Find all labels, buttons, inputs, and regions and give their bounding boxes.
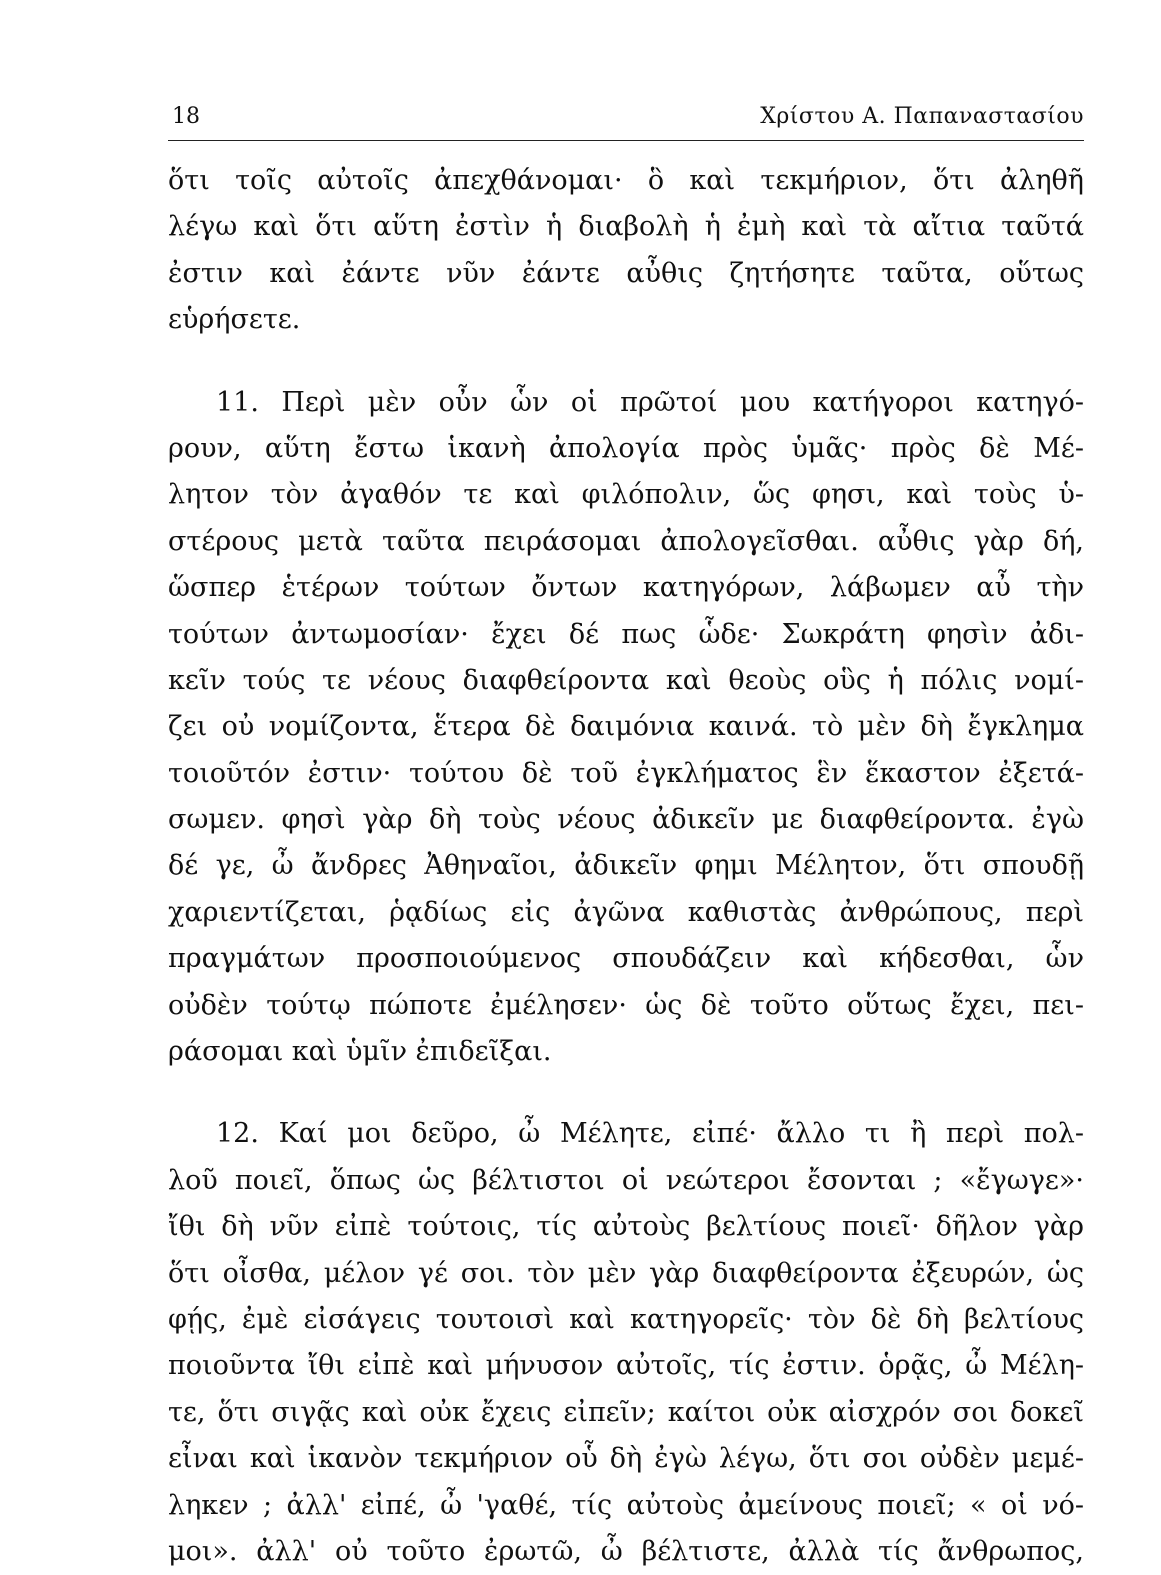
text-line: εὑρήσετε. <box>168 304 301 336</box>
text-line: κεῖν τούς τε νέους διαφθείροντα καὶ θεοὺς οὓς ἡ πόλις νομί- <box>168 664 1084 696</box>
text-line: μοι». ἀλλ' οὐ τοῦτο ἐρωτῶ, ὦ βέλτιστε, ἀλλὰ τίς ἄνθρωπος, <box>168 1535 1084 1567</box>
text-line: σωμεν. φησὶ γὰρ δὴ τοὺς νέους ἀδικεῖν με διαφθείροντα. ἐγὼ <box>168 804 1084 836</box>
paragraph-12 <box>168 1111 1084 1575</box>
text-line: ἐστιν καὶ ἐάντε νῦν ἐάντε αὖθις ζητήσητε ταῦτα, οὕτως <box>168 257 1084 289</box>
running-head: Χρίστου Α. Παπαναστασίου <box>760 104 1084 129</box>
text-line: οὐδὲν τούτῳ πώποτε ἐμέλησεν· ὡς δὲ τοῦτο οὕτως ἔχει, πει- <box>168 989 1084 1021</box>
paragraph-gap <box>168 344 1084 380</box>
text-line: λητον τὸν ἀγαθόν τε καὶ φιλόπολιν, ὥς φησι, καὶ τοὺς ὑ- <box>168 479 1084 511</box>
paragraph-11 <box>168 380 1084 1076</box>
text-line: 12. Καί μοι δεῦρο, ὦ Μέλητε, εἰπέ· ἄλλο τι ἢ περὶ πολ- <box>216 1118 1084 1150</box>
text-line: ρουν, αὕτη ἔστω ἱκανὴ ἀπολογία πρὸς ὑμᾶς· πρὸς δὲ Μέ- <box>168 432 1084 464</box>
text-line: ὅτι οἶσθα, μέλον γέ σοι. τὸν μὲν γὰρ διαφθείροντα ἐξευρών, ὡς <box>168 1257 1084 1289</box>
text-line: λέγω καὶ ὅτι αὕτη ἐστὶν ἡ διαβολὴ ἡ ἐμὴ καὶ τὰ αἴτια ταῦτά <box>168 211 1084 243</box>
text-line: ζει οὐ νομίζοντα, ἕτερα δὲ δαιμόνια καινά. τὸ μὲν δὴ ἔγκλημα <box>168 711 1084 743</box>
text-line: ράσομαι καὶ ὑμῖν ἐπιδεῖξαι. <box>168 1036 552 1068</box>
text-line: τε, ὅτι σιγᾷς καὶ οὐκ ἔχεις εἰπεῖν; καίτοι οὐκ αἰσχρόν σοι δοκεῖ <box>168 1396 1084 1428</box>
text-line: λοῦ ποιεῖ, ὅπως ὡς βέλτιστοι οἱ νεώτεροι ἔσονται ; «ἔγωγε»· <box>168 1164 1084 1196</box>
body-text <box>168 158 1084 1575</box>
text-line: ληκεν ; ἀλλ' εἰπέ, ὦ 'γαθέ, τίς αὐτοὺς ἀμείνους ποιεῖ; « οἱ νό- <box>168 1489 1084 1521</box>
text-line: ποιοῦντα ἴθι εἰπὲ καὶ μήνυσον αὐτοῖς, τίς ἐστιν. ὁρᾷς, ὦ Μέλη- <box>168 1350 1084 1382</box>
text-line: δέ γε, ὦ ἄνδρες Ἀθηναῖοι, ἀδικεῖν φημι Μέλητον, ὅτι σπουδῇ <box>168 850 1084 882</box>
text-line: ὥσπερ ἑτέρων τούτων ὄντων κατηγόρων, λάβωμεν αὖ τὴν <box>168 572 1084 604</box>
page-number: 18 <box>172 104 200 129</box>
text-line: ὅτι τοῖς αὐτοῖς ἀπεχθάνομαι· ὃ καὶ τεκμήριον, ὅτι ἀληθῆ <box>168 165 1084 196</box>
paragraph-gap <box>168 1075 1084 1111</box>
text-line: 11. Περὶ μὲν οὖν ὧν οἱ πρῶτοί μου κατήγοροι κατηγό- <box>216 386 1084 418</box>
text-line: εἶναι καὶ ἱκανὸν τεκμήριον οὗ δὴ ἐγὼ λέγω, ὅτι σοι οὐδὲν μεμέ- <box>168 1443 1084 1475</box>
text-line: χαριεντίζεται, ῥᾳδίως εἰς ἀγῶνα καθιστὰς ἀνθρώπους, περὶ <box>168 896 1084 928</box>
page-header <box>168 100 1084 141</box>
text-line: στέρους μετὰ ταῦτα πειράσομαι ἀπολογεῖσθαι. αὖθις γὰρ δή, <box>168 525 1084 557</box>
text-line: τούτων ἀντωμοσίαν· ἔχει δέ πως ὧδε· Σωκράτη φησὶν ἀδι- <box>168 618 1084 650</box>
text-line: ἴθι δὴ νῦν εἰπὲ τούτοις, τίς αὐτοὺς βελτίους ποιεῖ· δῆλον γὰρ <box>168 1211 1084 1243</box>
text-line: φῄς, ἐμὲ εἰσάγεις τουτοισὶ καὶ κατηγορεῖς· τὸν δὲ δὴ βελτίους <box>168 1303 1084 1335</box>
text-line: πραγμάτων προσποιούμενος σπουδάζειν καὶ κήδεσθαι, ὧν <box>168 943 1084 975</box>
text-line: τοιοῦτόν ἐστιν· τούτου δὲ τοῦ ἐγκλήματος ἓν ἕκαστον ἐξετά- <box>168 757 1084 789</box>
paragraph-intro <box>168 158 1084 344</box>
